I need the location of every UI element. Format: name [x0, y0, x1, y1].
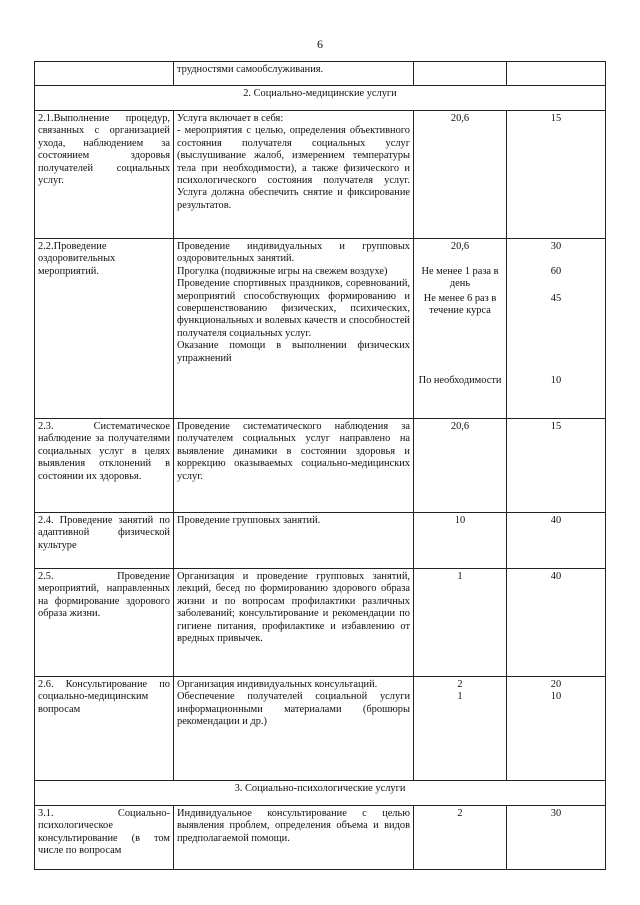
time-cell: [507, 62, 606, 86]
time-value: 15: [507, 111, 606, 239]
service-content: Индивидуальное консультирование с целью выявления проблем, определения объема и видов предполагаемой помощи.: [174, 806, 414, 870]
time-value: 40: [507, 513, 606, 569]
service-content: Организация и проведение групповых занятий, лекций, бесед по формированию здорового образа жизни и по вопросам профилактики различных заболеваний; консультирование и рекомендации по гигиене питания, профилактике и избавлению от вредных привычек.: [174, 569, 414, 677]
price-value: По необходимости: [418, 375, 502, 386]
table-row: [35, 806, 606, 870]
price-value: 1: [414, 569, 507, 677]
time-value: 10: [550, 375, 562, 386]
table-row: [35, 513, 606, 569]
service-item: Проведение спортивных праздников, соревнований, мероприятий способствующих формированию и совершенствованию физических, психических, функциональных и волевых качеств и способностей получателя социальных услуг.: [177, 278, 410, 339]
time-value: 40: [507, 569, 606, 677]
service-content: Услуга включает в себя: - мероприятия с целью, определения объективного состояния получателя социальных услуг (выслушивание жалоб, измерением температуры тела при необходимости), а также физического и психологического состояния получателя услуг. Услуга должна обеспечить снятие и фиксирование результатов.: [177, 113, 410, 211]
service-item: Проведение индивидуальных и групповых оздоровительных занятий.: [177, 241, 410, 265]
price-value: 10: [414, 513, 507, 569]
price-value: Не менее 6 раз в течение курса: [423, 293, 497, 317]
table-row: [35, 569, 606, 677]
section-header-row: [35, 86, 606, 111]
price-value: 2: [457, 679, 463, 690]
time-value: 45: [550, 293, 562, 304]
price-value: 20,6: [450, 241, 470, 252]
page-number: 6: [317, 37, 323, 51]
price-value: 20,6: [414, 419, 507, 513]
service-item: Прогулка (подвижные игры на свежем воздухе): [177, 265, 388, 277]
price-value: 1: [457, 691, 463, 703]
service-item: Организация индивидуальных консультаций.: [177, 679, 378, 690]
service-content: Проведение систематического наблюдения за получателем социальных услуг направлено на выявление динамики в состоянии здоровья и коррекцию оказываемых социально-медицинских услуг.: [174, 419, 414, 513]
table-row: [35, 62, 606, 86]
service-item: Обеспечение получателей социальной услуги информационными материалами (брошюры рекомендации и др.): [177, 691, 410, 728]
table-row: [35, 111, 606, 239]
services-table: [34, 61, 606, 870]
section-header-row: [35, 781, 606, 806]
service-content: Проведение групповых занятий.: [174, 513, 414, 569]
service-content-cell: [174, 62, 414, 86]
service-item: Оказание помощи в выполнении физических упражнений: [177, 340, 410, 364]
service-name: 2.6. Консультирование по социально-медицинским вопросам: [35, 677, 174, 781]
price-value: Не менее 1 раза в день: [421, 266, 499, 290]
service-name-cell: [35, 62, 174, 86]
price-cell: [414, 62, 507, 86]
time-value: 30: [507, 806, 606, 870]
service-name: 2.2.Проведение оздоровительных мероприятий.: [35, 239, 174, 419]
time-value: 60: [550, 266, 562, 277]
time-value: 15: [507, 419, 606, 513]
service-name: 2.3. Систематическое наблюдение за получателями социальных услуг в целях выявления отклонений в состоянии их здоровья.: [35, 419, 174, 513]
table-row: [35, 677, 606, 781]
service-name: 2.5. Проведение мероприятий, направленных на формирование здорового образа жизни.: [35, 569, 174, 677]
table-row: [35, 239, 606, 419]
time-value: 20: [550, 679, 562, 690]
time-value: 30: [550, 241, 562, 252]
price-value: 2: [414, 806, 507, 870]
time-value: 10: [550, 691, 562, 703]
section-title: 3. Социально-психологические услуги: [35, 781, 606, 806]
table-row: [35, 419, 606, 513]
service-content: трудностями самообслуживания.: [177, 64, 324, 75]
service-name: 3.1. Социально-психологическое консультирование (в том числе по вопросам: [35, 806, 174, 870]
section-title: 2. Социально-медицинские услуги: [35, 86, 606, 111]
price-value: 20,6: [414, 111, 507, 239]
service-name: 2.1.Выполнение процедур, связанных с организацией ухода, наблюдением за состоянием здоровья получателей социальных услуг.: [35, 111, 174, 239]
service-name: 2.4. Проведение занятий по адаптивной физической культуре: [35, 513, 174, 569]
